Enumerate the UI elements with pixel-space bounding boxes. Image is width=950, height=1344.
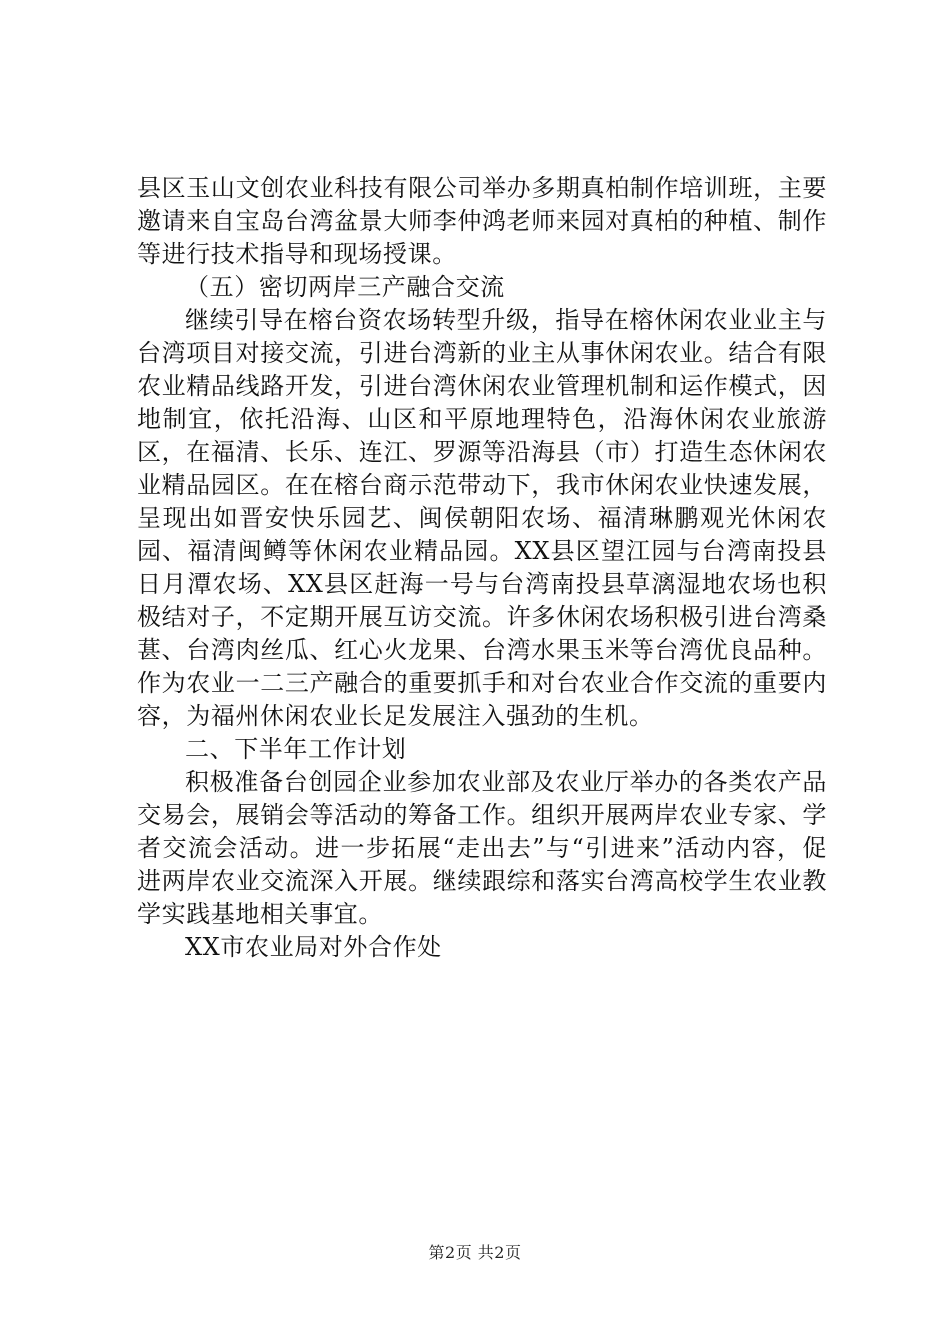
section-heading-cross-strait-exchange: （五）密切两岸三产融合交流 [185,273,505,301]
document-body [137,172,827,964]
page-number-footer: 第2页 共2页 [428,1243,522,1262]
section-heading-work-plan: 二、下半年工作计划 [185,735,407,763]
paragraph-continued: 县区玉山文创农业科技有限公司举办多期真柏制作培训班，主要邀请来自宝岛台湾盆景大师李仲鸿老师来园对真柏的种植、制作等进行技术指导和现场授课。 [137,174,827,268]
paragraph-leisure-agriculture: 继续引导在榕台资农场转型升级，指导在榕休闲农业业主与台湾项目对接交流，引进台湾新的业主从事休闲农业。结合有限农业精品线路开发，引进台湾休闲农业管理机制和运作模式，因地制宜，依托沿海、山区和平原地理特色，沿海休闲农业旅游区，在福清、长乐、连江、罗源等沿海县（市）打造生态休闲农业精品园区。在在榕台商示范带动下，我市休闲农业快速发展，呈现出如晋安快乐园艺、闽侯朝阳农场、福清琳鹏观光休闲农园、福清闽鳟等休闲农业精品园。XX县区望江园与台湾南投县日月潭农场、XX县区赶海一号与台湾南投县草漓湿地农场也积极结对子，不定期开展互访交流。许多休闲农场积极引进台湾桑葚、台湾肉丝瓜、红心火龙果、台湾水果玉米等台湾优良品种。作为农业一二三产融合的重要抓手和对台农业合作交流的重要内容，为福州休闲农业长足发展注入强劲的生机。 [137,306,827,730]
signature-department: XX市农业局对外合作处 [185,933,442,961]
paragraph-work-plan: 积极准备台创园企业参加农业部及农业厅举办的各类农产品交易会，展销会等活动的筹备工作。组织开展两岸农业专家、学者交流会活动。进一步拓展“走出去”与“引进来”活动内容，促进两岸农业交流深入开展。继续跟综和落实台湾高校学生农业教学实践基地相关事宜。 [137,768,827,928]
